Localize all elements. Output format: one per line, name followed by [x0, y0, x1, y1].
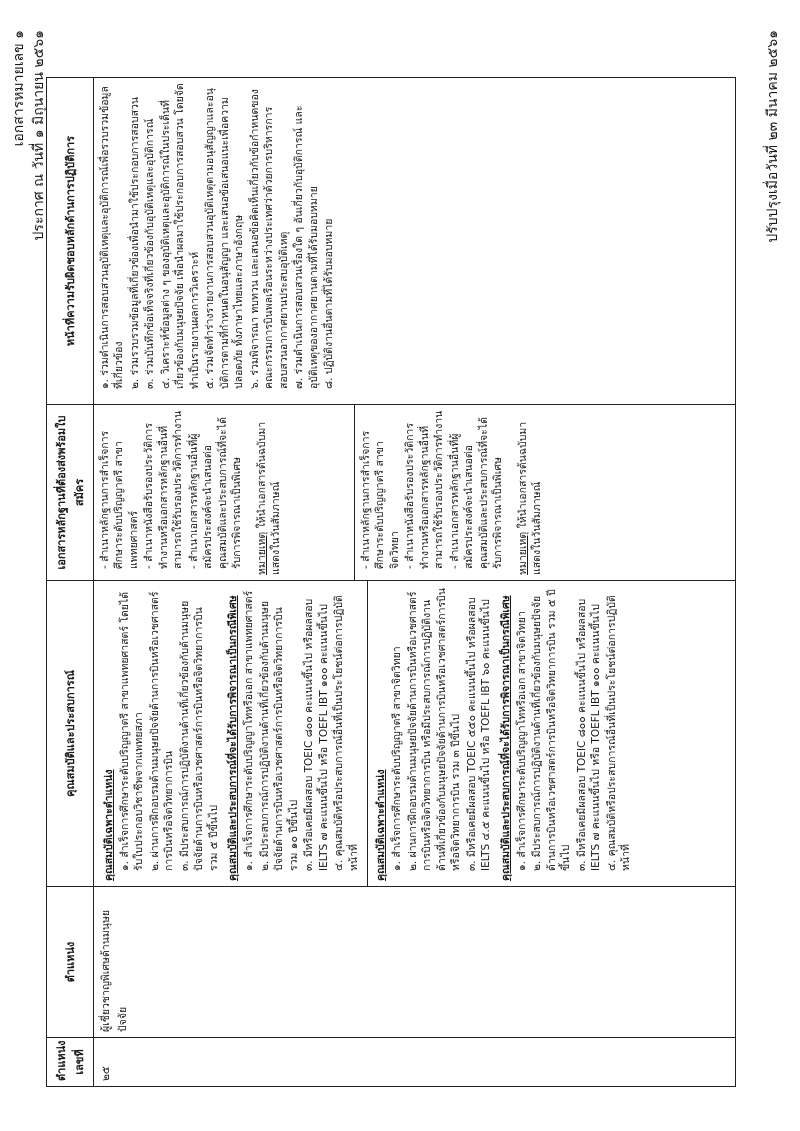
qual1-extra-item: ๔. คุณสมบัติหรือประสบการณ์อื่นที่เป็นประโยชน์ต่อการปฏิบัติหน้าที่	[333, 595, 360, 871]
qual1-item: ๒. ผ่านการฝึกอบรมด้านมนุษยปัจจัยด้านการบินหรือเวชศาสตร์การบินหรือจิตวิทยาการบิน	[148, 591, 176, 871]
qual2-extra-item: ๔. คุณสมบัติหรือประสบการณ์อื่นที่เป็นประโยชน์ต่อการปฏิบัติหน้าที่	[605, 595, 633, 871]
duty-item: ๒. ร่วมรวบรวมข้อมูลที่เกี่ยวข้องเพื่อนำมาใช้ประกอบการสอบสวน	[128, 96, 141, 389]
section-divider	[367, 581, 368, 886]
qual2-item: ๓. มีหรือเคยมีผลสอบ TOEIC ๕๕๐ คะแนนขึ้นไป หรือผลสอบ IELTS ๔.๕ คะแนนขึ้นไป หรือ TOEFL IBT ๖๐ คะแนนขึ้นไป	[465, 597, 493, 871]
duty-item: ๓. ร่วมบันทึกข้อเท็จจริงที่เกี่ยวข้องกับอุบัติเหตุและอุบัติการณ์	[144, 118, 157, 389]
duty-item: ๑. ร่วมดำเนินการสอบสวนอุบัติเหตุและอุบัติการณ์เพื่อรวบรวมข้อมูลที่เกี่ยวข้อง	[99, 86, 126, 389]
revised-date: ปรับปรุงเมื่อวันที่ ๒๓ มีนาคม ๒๕๖๑	[765, 30, 781, 243]
qual1-extra-item: ๑. สำเร็จการศึกษาระดับปริญญาโทหรือเอก สาขาแพทยศาสตร์	[243, 590, 256, 871]
duty-item: ๘. ปฏิบัติงานอื่นตามที่ได้รับมอบหมาย	[323, 218, 336, 389]
position-cell	[94, 887, 736, 1038]
header-position-number: ตำแหน่ง เลขที่	[47, 1038, 94, 1087]
section-divider	[354, 405, 355, 580]
qual2-extra-item: ๒. มีประสบการณ์การปฏิบัติงานด้านที่เกี่ยวข้องกับมนุษยปัจจัยด้านการบินหรือเวชศาสตร์การบินหรือจิตวิทยาการบิน รวม ๕ ปีขึ้นไป	[531, 589, 573, 871]
announcement-date: ประกาศ ณ วันที่ ๑ มิถุนายน ๒๕๖๑	[31, 30, 47, 241]
qualifications-cell	[94, 581, 736, 887]
duty-item: ๔. วิเคราะห์ข้อมูลต่าง ๆ ของอุบัติเหตุและอุบัติการณ์ในประเด็นที่เกี่ยวข้องกับมนุษยปัจจัย เพื่อนำผลมาใช้ประกอบการสอบสวน โดยจัดทำเป็นรายงานผลการวิเคราะห์	[159, 83, 201, 389]
duty-item: ๖. ร่วมพิจารณา ทบทวน และเสนอข้อคิดเห็นเกี่ยวกับข้อกำหนดของคณะกรรมการบินพลเรือนระหว่างประเทศว่าด้วยการบริหารการสอบสวนอากาศยานประสบอุบัติเหตุ	[248, 89, 290, 389]
qual2-item: ๑. สำเร็จการศึกษาระดับปริญญาตรี สาขาจิตวิทยา	[391, 646, 404, 871]
duty-item: ๗. ร่วมดำเนินการสอบสวนเรื่องใด ๆ อันเกี่ยวกับอุบัติการณ์ และอุบัติเหตุของอากาศยานตามที่ได้รับมอบหมาย	[293, 105, 320, 389]
header-documents: เอกสารหลักฐานที่ต้องส่งพร้อมใบสมัคร	[47, 405, 94, 581]
doc1-note	[255, 410, 284, 575]
doc2-item: - สำเนาเอกสารหลักฐานอื่นที่ผู้สมัครประสงค์จะนำเสนอต่อคุณสมบัติและประสบการณ์ที่จะได้รับการพิจารณาเป็นพิเศษ	[448, 417, 505, 569]
qual2-item: ๒. ผ่านการฝึกอบรมด้านมนุษยปัจจัยด้านการบินหรือเวชศาสตร์การบินหรือจิตวิทยาการบิน หรือมีประสบการณ์การปฏิบัติงานด้านที่เกี่ยวข้องกับมนุษยปัจจัยด้านการบินหรือเวชศาสตร์การบินหรือจิตวิทยาการบิน รวม ๓ ปีขึ้นไป	[406, 587, 463, 871]
qual2-extra-item: ๑. สำเร็จการศึกษาระดับปริญญาโทหรือเอก สาขาจิตวิทยา	[515, 611, 528, 871]
header-position: ตำแหน่ง	[47, 887, 94, 1038]
table-header-row	[47, 78, 94, 1087]
duties-cell	[94, 78, 736, 405]
documents-cell	[94, 405, 736, 581]
header-duties: หน้าที่ความรับผิดชอบหลักด้านการปฏิบัติการ	[47, 78, 94, 405]
position-number: ๒๕	[100, 1066, 112, 1081]
qual1-item: ๓. มีประสบการณ์การปฏิบัติงานด้านที่เกี่ยวข้องกับด้านมนุษยปัจจัยด้านการบินหรือเวชศาสตร์การบินหรือจิตวิทยาการบิน รวม ๕ ปีขึ้นไป	[178, 600, 220, 871]
qual2-extra-item: ๓. มีหรือเคยมีผลสอบ TOEIC ๘๐๐ คะแนนขึ้นไป หรือผลสอบ IELTS ๗ คะแนนขึ้นไป หรือ TOEFL IBT ๑๐๐ คะแนนขึ้นไป	[575, 598, 603, 871]
doc1-note-label: หมายเหตุ	[255, 531, 268, 575]
qual1-extra-item: ๓. มีหรือเคยมีผลสอบ TOEIC ๘๐๐ คะแนนขึ้นไป หรือผลสอบ IELTS ๗ คะแนนขึ้นไป หรือ TOEFL IBT ๑๐๐ คะแนนขึ้นไป	[303, 598, 330, 871]
qual1-item: ๑. สำเร็จการศึกษาระดับปริญญาตรี สาขาแพทยศาสตร์ โดยได้รับใบประกอบวิชาชีพจากแพทยสภา	[119, 591, 146, 871]
position-table	[46, 77, 736, 1087]
document-number: เอกสารหมายเลข ๑	[11, 30, 27, 147]
doc1-item: - สำเนาหลักฐานการสำเร็จการศึกษาระดับปริญญาตรี สาขาแพทยศาสตร์	[99, 430, 140, 569]
position-number-cell	[94, 1038, 736, 1087]
qual1-extra-title: คุณสมบัติและประสบการณ์ที่จะได้รับการพิจารณาเป็นกรณีพิเศษ	[227, 595, 240, 881]
doc1-item: - สำเนาเอกสารหลักฐานอื่นที่ผู้สมัครประสงค์จะนำเสนอต่อคุณสมบัติและประสบการณ์ที่จะได้รับการพิจารณาเป็นพิเศษ	[187, 417, 244, 569]
doc2-item: - สำเนาหลักฐานการสำเร็จการศึกษาระดับปริญญาตรี สาขาจิตวิทยา	[359, 430, 401, 569]
table-row	[94, 78, 736, 1087]
header-qualifications: คุณสมบัติและประสบการณ์	[47, 581, 94, 887]
doc2-note-text: ให้นำเอกสารต้นฉบับมาแสดงในวันสัมภาษณ์	[516, 421, 544, 575]
qual1-title: คุณสมบัติเฉพาะตำแหน่ง	[103, 769, 115, 881]
doc2-item: - สำเนาหนังสือรับรองประวัติการทำงานหรือเอกสารหลักฐานอื่นที่สามารถใช้รับรองประวัติการทำงาน	[404, 410, 446, 569]
position-title: ผู้เชี่ยวชาญพิเศษด้านมนุษยปัจจัย	[100, 909, 129, 1032]
doc2-note-label: หมายเหตุ	[516, 531, 529, 575]
doc1-note-text: ให้นำเอกสารต้นฉบับมาแสดงในวันสัมภาษณ์	[255, 421, 283, 575]
duty-item: ๕. ร่วมจัดทำร่างรายงานการสอบสวนอุบัติเหตุตามอนุสัญญาและอนุบัติการตามที่กำหนดในอนุสัญญา และเสนอข้อเสนอแนะเพื่อความปลอดภัย ทั้งภาษาไทยและภาษาอังกฤษ	[204, 88, 246, 389]
doc1-item: - สำเนาหนังสือรับรองประวัติการทำงานหรือเอกสารหลักฐานอื่นที่สามารถใช้รับรองประวัติการทำงาน	[143, 410, 185, 569]
doc2-note	[516, 410, 545, 575]
qual1-extra-item: ๒. มีประสบการณ์การปฏิบัติงานด้านที่เกี่ยวข้องกับด้านมนุษยปัจจัยด้านการบินหรือเวชศาสตร์การบินหรือจิตวิทยาการบิน รวม ๑๐ ปีขึ้นไป	[258, 601, 300, 871]
qual2-extra-title: คุณสมบัติและประสบการณ์ที่จะได้รับการพิจารณาเป็นกรณีพิเศษ	[499, 595, 512, 881]
qual2-title: คุณสมบัติเฉพาะตำแหน่ง	[375, 769, 388, 881]
